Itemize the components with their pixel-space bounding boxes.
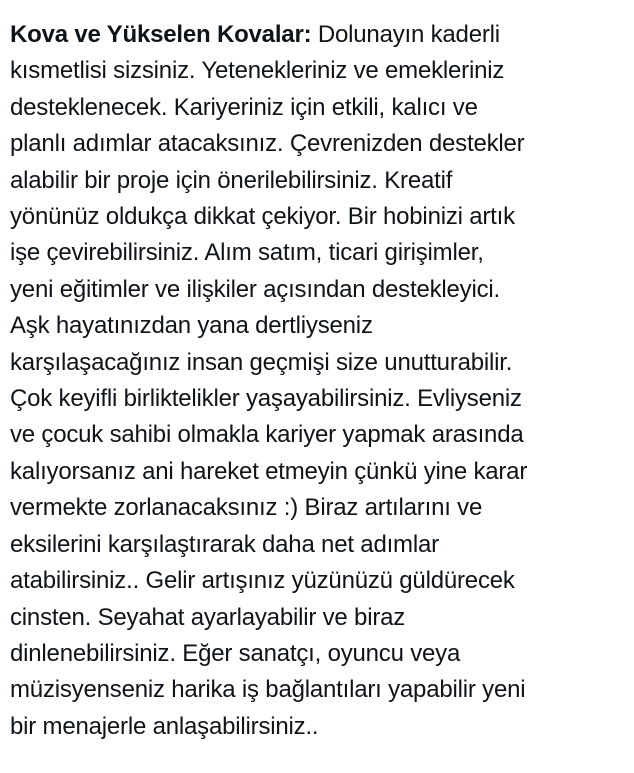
post-line: Aşk hayatınızdan yana dertliyseniz xyxy=(10,312,373,340)
post-line: eksilerini karşılaştırarak daha net adımlar xyxy=(10,530,439,558)
post-line-text: Dolunayın kaderli xyxy=(311,21,500,48)
post-line: vermekte zorlanacaksınız :) Biraz artılarını ve xyxy=(10,494,483,522)
post-line: yeni eğitimler ve ilişkiler açısından destekleyici. xyxy=(10,275,501,303)
post-line: alabilir bir proje için önerilebilirsiniz. Kreatif xyxy=(10,166,453,194)
post-line: kalıyorsanız ani hareket etmeyin çünkü yine karar xyxy=(10,457,528,485)
post-line: Çok keyifli birliktelikler yaşayabilirsiniz. Evliyseniz xyxy=(10,385,522,413)
post-line: atabilirsiniz.. Gelir artışınız yüzünüzü güldürecek xyxy=(10,567,515,595)
post-line: ve çocuk sahibi olmakla kariyer yapmak arasında xyxy=(10,421,524,449)
post-line: yönünüz oldukça dikkat çekiyor. Bir hobinizi artık xyxy=(10,203,515,231)
post-line: dinlenebilirsiniz. Eğer sanatçı, oyuncu veya xyxy=(10,639,461,667)
post-heading: Kova ve Yükselen Kovalar: xyxy=(10,21,312,48)
post-line: desteklenecek. Kariyeriniz için etkili, kalıcı ve xyxy=(10,93,478,121)
post-line xyxy=(10,17,628,53)
post-line: kısmetlisi sizsiniz. Yetenekleriniz ve emekleriniz xyxy=(10,57,505,85)
post-line: işe çevirebilirsiniz. Alım satım, ticari girişimler, xyxy=(10,239,484,267)
post-text xyxy=(10,17,628,745)
post-line: bir menajerle anlaşabilirsiniz.. xyxy=(10,712,319,740)
post-line: karşılaşacağınız insan geçmişi size unutturabilir. xyxy=(10,348,513,376)
post-line: cinsten. Seyahat ayarlayabilir ve biraz xyxy=(10,603,406,631)
post-line: müzisyenseniz harika iş bağlantıları yapabilir yeni xyxy=(10,676,526,704)
post-line: planlı adımlar atacaksınız. Çevrenizden destekler xyxy=(10,130,525,158)
